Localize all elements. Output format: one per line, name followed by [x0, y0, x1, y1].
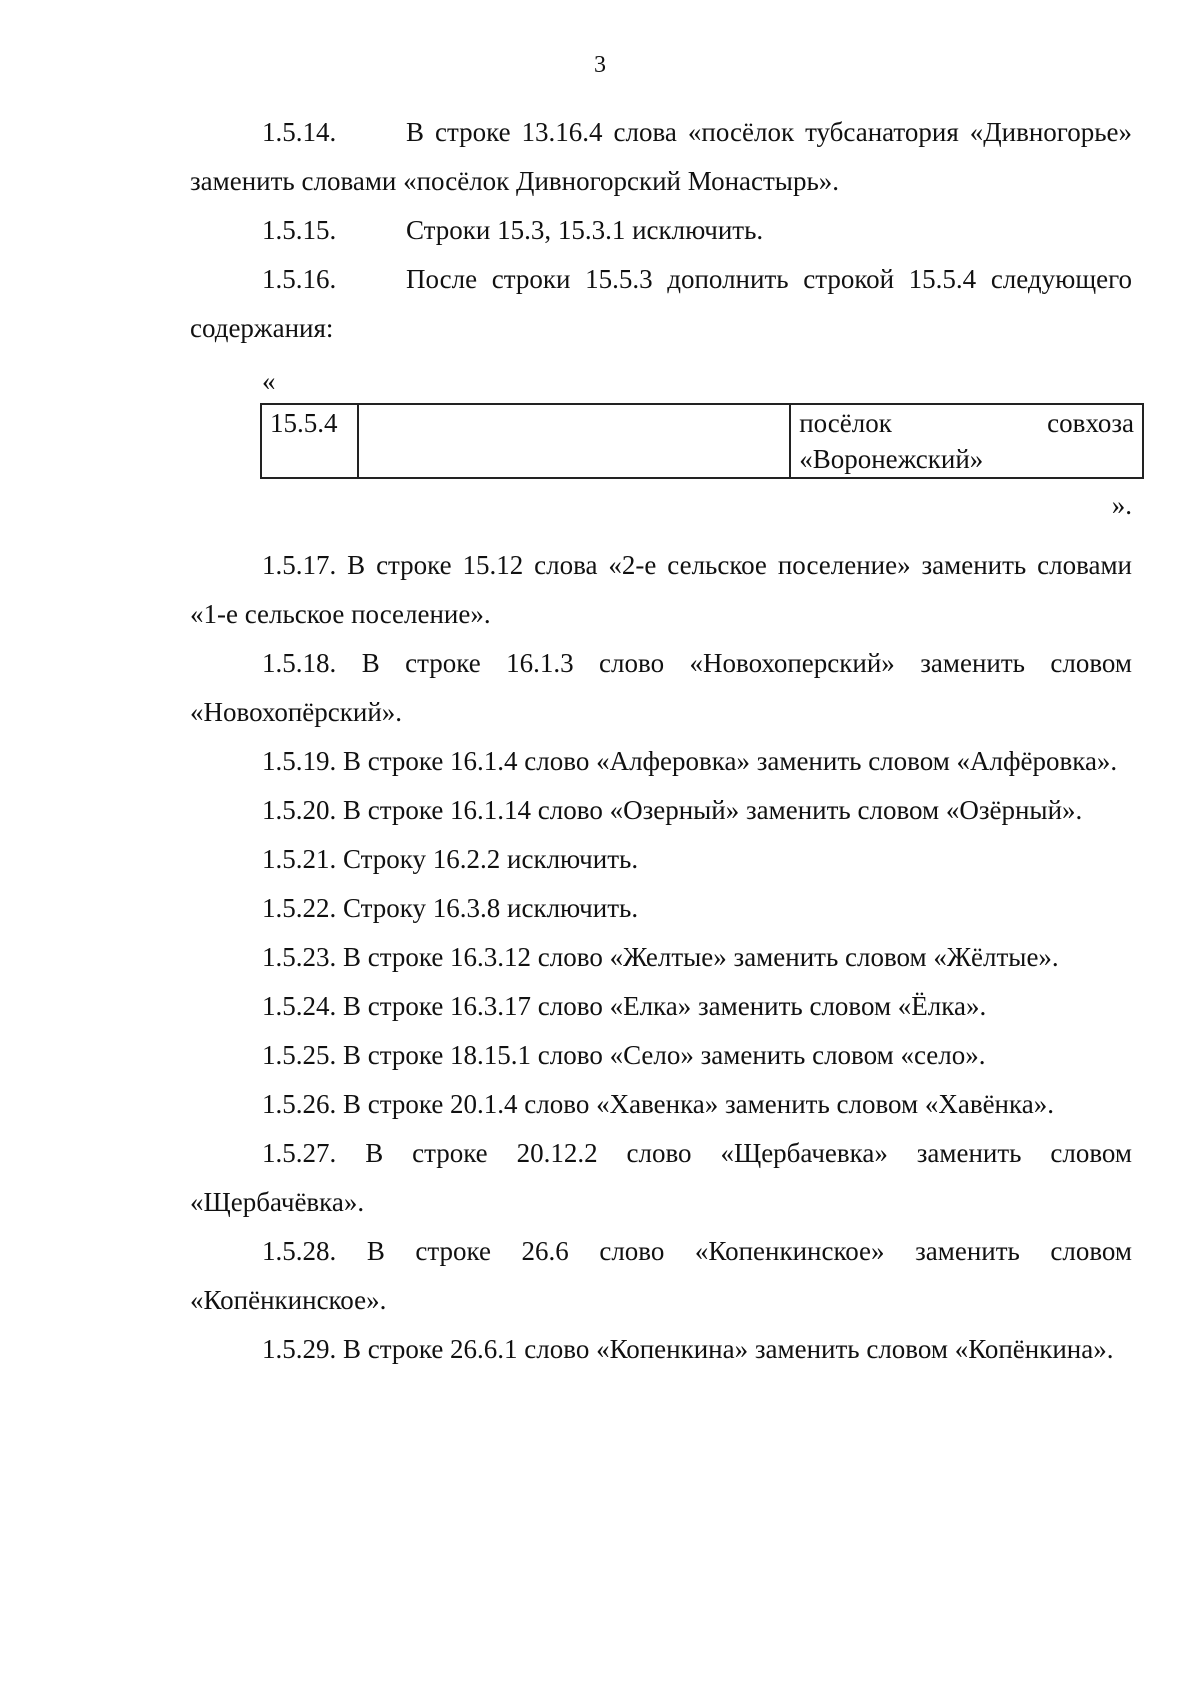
- item-text: В строке 16.1.4 слово «Алферовка» заменить словом «Алфёровка».: [343, 746, 1118, 776]
- item-number: 1.5.16.: [262, 264, 337, 294]
- list-item: [190, 786, 1132, 835]
- list-item: [190, 255, 1132, 353]
- item-text: В строке 16.3.12 слово «Желтые» заменить словом «Жёлтые».: [343, 942, 1059, 972]
- list-item: [190, 982, 1132, 1031]
- insert-table: [260, 403, 1144, 479]
- item-text: В строке 13.16.4 слова «посёлок тубсанатория «Дивногорье» заменить словами «посёлок Дивногорский Монастырь».: [190, 117, 1132, 196]
- item-text: В строке 20.12.2 слово «Щербачевка» заменить словом «Щербачёвка».: [190, 1138, 1133, 1217]
- item-number: 1.5.17.: [262, 550, 337, 580]
- item-text: В строке 26.6 слово «Копенкинское» заменить словом «Копёнкинское».: [190, 1236, 1132, 1315]
- item-number: 1.5.27.: [262, 1138, 337, 1168]
- table-row: [261, 404, 1143, 478]
- item-number: 1.5.28.: [262, 1236, 337, 1266]
- item-number: 1.5.20.: [262, 795, 337, 825]
- list-item: [190, 639, 1132, 737]
- list-item: [190, 1031, 1132, 1080]
- list-item: [190, 541, 1132, 639]
- item-number: 1.5.21.: [262, 844, 337, 874]
- table-cell-code: 15.5.4: [261, 404, 358, 478]
- list-item: [190, 835, 1132, 884]
- item-number: 1.5.22.: [262, 893, 337, 923]
- list-item: [190, 108, 1132, 206]
- item-number: 1.5.14.: [262, 117, 337, 147]
- item-text: В строке 16.1.3 слово «Новохоперский» заменить словом «Новохопёрский».: [190, 648, 1132, 727]
- item-text: Строку 16.3.8 исключить.: [343, 893, 639, 923]
- item-text: В строке 18.15.1 слово «Село» заменить словом «село».: [343, 1040, 986, 1070]
- close-quote: ».: [1111, 490, 1132, 520]
- open-quote: «: [262, 366, 276, 396]
- item-text: В строке 26.6.1 слово «Копенкина» заменить словом «Копёнкина».: [343, 1334, 1114, 1364]
- list-item: [190, 1129, 1132, 1227]
- item-number: 1.5.24.: [262, 991, 337, 1021]
- list-item: [190, 933, 1132, 982]
- document-body: [190, 108, 1132, 1374]
- page-number: 3: [594, 52, 606, 78]
- item-text: В строке 16.3.17 слово «Елка» заменить словом «Ёлка».: [343, 991, 987, 1021]
- item-text: Строки 15.3, 15.3.1 исключить.: [406, 215, 764, 245]
- item-number: 1.5.23.: [262, 942, 337, 972]
- table-cell-name: посёлок совхоза «Воронежский»: [790, 404, 1143, 478]
- item-text: В строке 15.12 слова «2-е сельское поселение» заменить словами «1-е сельское поселение».: [190, 550, 1132, 629]
- item-text: В строке 20.1.4 слово «Хавенка» заменить словом «Хавёнка».: [343, 1089, 1054, 1119]
- item-number: 1.5.29.: [262, 1334, 337, 1364]
- table-cell-empty: [358, 404, 790, 478]
- item-number: 1.5.26.: [262, 1089, 337, 1119]
- item-text: Строку 16.2.2 исключить.: [343, 844, 639, 874]
- item-text: В строке 16.1.14 слово «Озерный» заменить словом «Озёрный».: [343, 795, 1083, 825]
- item-number: 1.5.18.: [262, 648, 337, 678]
- list-item: [190, 1080, 1132, 1129]
- item-number: 1.5.19.: [262, 746, 337, 776]
- list-item: [190, 884, 1132, 933]
- list-item: [190, 206, 1132, 255]
- list-item: [190, 1227, 1132, 1325]
- list-item: [190, 737, 1132, 786]
- item-number: 1.5.15.: [262, 215, 337, 245]
- item-text: После строки 15.5.3 дополнить строкой 15.5.4 следующего содержания:: [190, 264, 1132, 343]
- item-number: 1.5.25.: [262, 1040, 337, 1070]
- list-item: [190, 1325, 1132, 1374]
